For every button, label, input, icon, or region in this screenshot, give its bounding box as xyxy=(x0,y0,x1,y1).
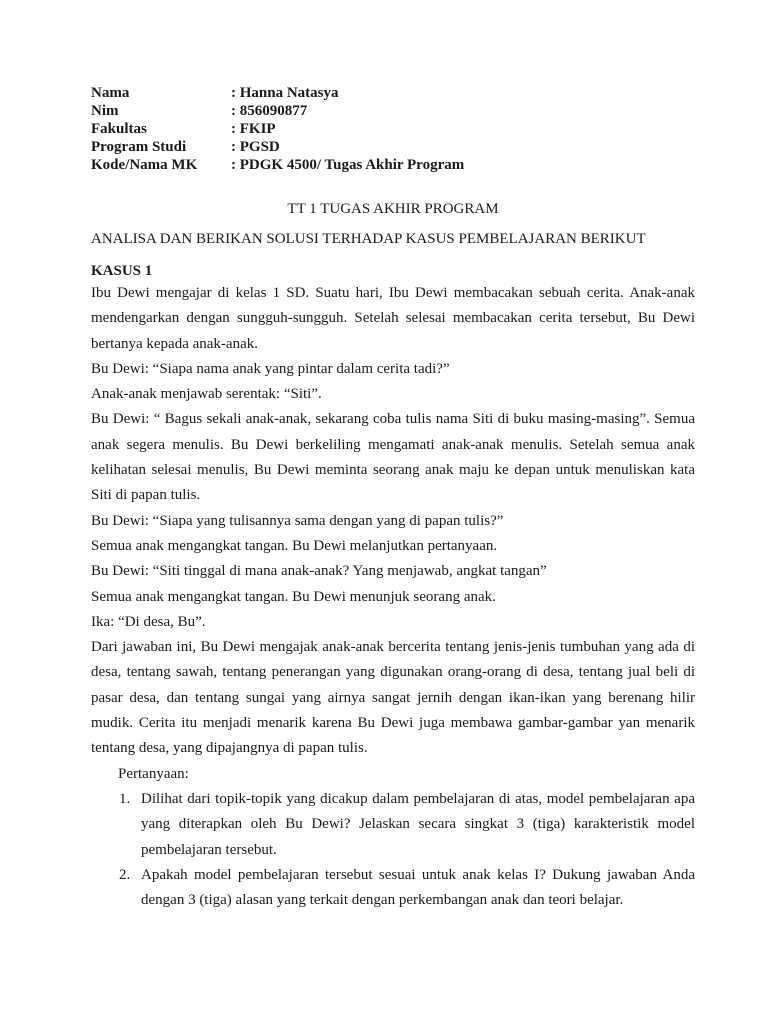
questions-heading: Pertanyaan: xyxy=(118,765,189,782)
info-row-nama xyxy=(91,84,695,102)
info-row-nim xyxy=(91,102,695,120)
info-label: Program Studi xyxy=(91,139,187,155)
document-subtitle: ANALISA DAN BERIKAN SOLUSI TERHADAP KASUS PEMBELAJARAN BERIKUT xyxy=(91,231,646,247)
question-number: 1. xyxy=(119,790,131,807)
info-row-kode-mk xyxy=(91,156,695,174)
paragraph: Bu Dewi: “ Bagus sekali anak-anak, sekarang coba tulis nama Siti di buku masing-masing”. Semua anak segera menulis. Bu Dewi berkeliling mengamati anak-anak menulis. Setelah semua anak kelihatan selesai menulis, Bu Dewi meminta seorang anak maju ke depan untuk menuliskan kata Siti di papan tulis. xyxy=(91,411,695,504)
paragraph: Semua anak mengangkat tangan. Bu Dewi melanjutkan pertanyaan. xyxy=(91,537,498,554)
question-item xyxy=(91,863,695,914)
questions-list xyxy=(91,787,695,913)
info-value: : PGSD xyxy=(231,139,280,155)
info-value: : PDGK 4500/ Tugas Akhir Program xyxy=(231,157,465,173)
paragraph: Dari jawaban ini, Bu Dewi mengajak anak-anak bercerita tentang jenis-jenis tumbuhan yang ada di desa, tentang sawah, tentang penerangan yang digunakan orang-orang di desa, tentang jual beli di pasar desa, dan tentang sungai yang airnya sangat jernih dengan ikan-ikan yang berenang hilir mudik. Cerita itu menjadi menarik karena Bu Dewi juga membawa gambar-gambar yan menarik tentang desa, yang dipajangnya di papan tulis. xyxy=(91,639,695,757)
info-row-fakultas xyxy=(91,120,695,138)
info-value: : 856090877 xyxy=(231,103,308,119)
paragraph: Bu Dewi: “Siti tinggal di mana anak-anak? Yang menjawab, angkat tangan” xyxy=(91,563,547,580)
info-value: : Hanna Natasya xyxy=(231,85,339,101)
document-page xyxy=(91,84,695,913)
info-label: Nama xyxy=(91,85,130,101)
student-info-table xyxy=(91,84,695,174)
info-label: Kode/Nama MK xyxy=(91,157,198,173)
question-text: Dilihat dari topik-topik yang dicakup dalam pembelajaran di atas, model pembelajaran apa yang diterapkan oleh Bu Dewi? Jelaskan secara singkat 3 (tiga) karakteristik model pembelajaran tersebut. xyxy=(141,790,695,858)
paragraph: Semua anak mengangkat tangan. Bu Dewi menunjuk seorang anak. xyxy=(91,588,496,605)
info-label: Nim xyxy=(91,103,119,119)
info-row-program-studi xyxy=(91,138,695,156)
case-heading: KASUS 1 xyxy=(91,263,153,279)
question-number: 2. xyxy=(119,866,131,883)
paragraph: Bu Dewi: “Siapa yang tulisannya sama dengan yang di papan tulis?” xyxy=(91,512,504,529)
paragraph: Anak-anak menjawab serentak: “Siti”. xyxy=(91,386,322,403)
question-item xyxy=(91,787,695,863)
paragraph: Ibu Dewi mengajar di kelas 1 SD. Suatu hari, Ibu Dewi membacakan sebuah cerita. Anak-anak mendengarkan dengan sungguh-sungguh. Setelah selesai membacakan cerita tersebut, Bu Dewi bertanya kepada anak-anak. xyxy=(91,285,695,352)
document-title: TT 1 TUGAS AKHIR PROGRAM xyxy=(287,201,499,217)
question-text: Apakah model pembelajaran tersebut sesuai untuk anak kelas I? Dukung jawaban Anda dengan 3 (tiga) alasan yang terkait dengan perkembangan anak dan teori belajar. xyxy=(141,866,695,909)
paragraph: Bu Dewi: “Siapa nama anak yang pintar dalam cerita tadi?” xyxy=(91,360,450,377)
paragraph: Ika: “Di desa, Bu”. xyxy=(91,613,206,630)
info-label: Fakultas xyxy=(91,121,147,137)
case-body xyxy=(91,281,695,913)
info-value: : FKIP xyxy=(231,121,276,137)
